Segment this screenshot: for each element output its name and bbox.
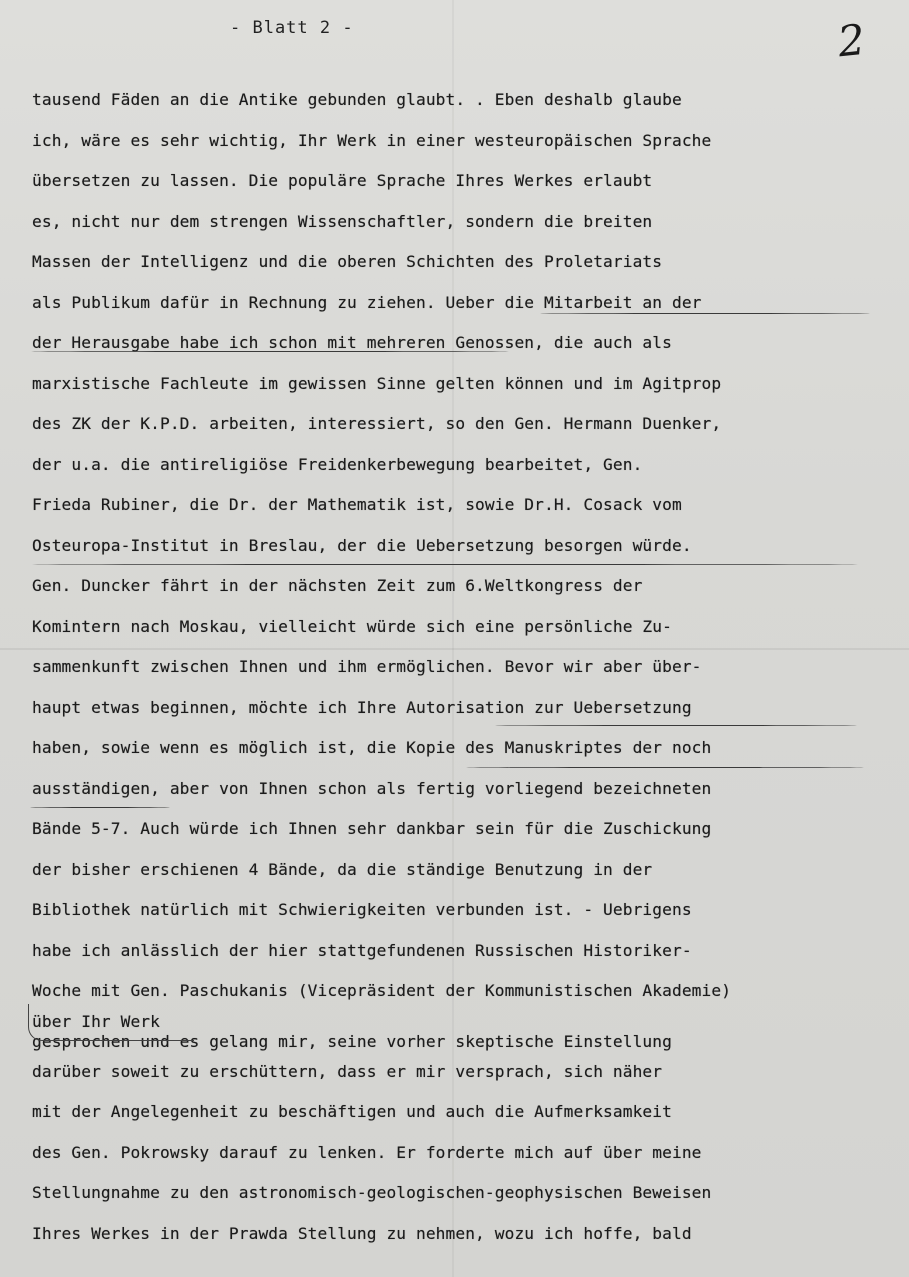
- text-line: es, nicht nur dem strengen Wissenschaftler, sondern die breiten: [32, 211, 653, 231]
- page-header: - Blatt 2 -: [230, 18, 354, 38]
- hand-underline: [30, 807, 170, 808]
- text-line: der bisher erschienen 4 Bände, da die ständige Benutzung in der: [32, 859, 653, 879]
- text-line: Komintern nach Moskau, vielleicht würde sich eine persönliche Zu-: [32, 616, 672, 636]
- text-line: mit der Angelegenheit zu beschäftigen und auch die Aufmerksamkeit: [32, 1102, 672, 1121]
- text-line: Stellungnahme zu den astronomisch-geologischen-geophysischen Beweisen: [32, 1183, 712, 1202]
- text-line: Ihres Werkes in der Prawda Stellung zu nehmen, wozu ich hoffe, bald: [32, 1223, 692, 1243]
- text-line: übersetzen zu lassen. Die populäre Sprache Ihres Werkes erlaubt: [32, 171, 653, 190]
- text-line: sammenkunft zwischen Ihnen und ihm ermöglichen. Bevor wir aber über-: [32, 657, 702, 676]
- text-line: Osteuropa-Institut in Breslau, der die Uebersetzung besorgen würde.: [32, 535, 692, 555]
- text-line: marxistische Fachleute im gewissen Sinne gelten können und im Agitprop: [32, 373, 722, 393]
- hand-underline: [30, 351, 510, 352]
- text-line: ausständigen, aber von Ihnen schon als fertig vorliegend bezeichneten: [32, 778, 712, 798]
- text-line: haupt etwas beginnen, möchte ich Ihre Autorisation zur Uebersetzung: [32, 697, 692, 717]
- text-line: Woche mit Gen. Paschukanis (Vicepräsident der Kommunistischen Akademie): [32, 981, 732, 1000]
- hand-underline: [30, 564, 860, 565]
- letter-body: [32, 80, 902, 1254]
- text-line: tausend Fäden an die Antike gebunden glaubt. . Eben deshalb glaube: [32, 90, 682, 109]
- text-line: Gen. Duncker fährt in der nächsten Zeit zum 6.Weltkongress der: [32, 576, 643, 595]
- hand-bracket-mark: [28, 1004, 194, 1041]
- text-line: des ZK der K.P.D. arbeiten, interessiert, so den Gen. Hermann Duenker,: [32, 414, 722, 433]
- text-line: darüber soweit zu erschüttern, dass er mir versprach, sich näher: [32, 1061, 663, 1081]
- text-line: Bibliothek natürlich mit Schwierigkeiten verbunden ist. - Uebrigens: [32, 900, 692, 919]
- text-line-insertion: über Ihr Werk: [32, 1011, 160, 1031]
- text-line: Frieda Rubiner, die Dr. der Mathematik ist, sowie Dr.H. Cosack vom: [32, 495, 682, 514]
- text-line: haben, sowie wenn es möglich ist, die Kopie des Manuskriptes der noch: [32, 738, 712, 757]
- text-line: ich, wäre es sehr wichtig, Ihr Werk in einer westeuropäischen Sprache: [32, 130, 712, 150]
- text-line: der u.a. die antireligiöse Freidenkerbewegung bearbeitet, Gen.: [32, 454, 643, 474]
- text-line: der Herausgabe habe ich schon mit mehreren Genossen, die auch als: [32, 333, 672, 352]
- handwritten-page-number: 2: [835, 14, 868, 67]
- text-line: Bände 5-7. Auch würde ich Ihnen sehr dankbar sein für die Zuschickung: [32, 819, 712, 838]
- text-line: gesprochen und es gelang mir, seine vorher skeptische Einstellung: [32, 1031, 672, 1051]
- text-line: als Publikum dafür in Rechnung zu ziehen. Ueber die Mitarbeit an der: [32, 292, 702, 312]
- hand-underline: [495, 725, 857, 726]
- text-line: habe ich anlässlich der hier stattgefundenen Russischen Historiker-: [32, 940, 692, 960]
- hand-underline: [540, 313, 870, 314]
- text-line: Massen der Intelligenz und die oberen Schichten des Proletariats: [32, 252, 663, 271]
- text-line: des Gen. Pokrowsky darauf zu lenken. Er forderte mich auf über meine: [32, 1142, 702, 1162]
- hand-underline: [465, 767, 865, 768]
